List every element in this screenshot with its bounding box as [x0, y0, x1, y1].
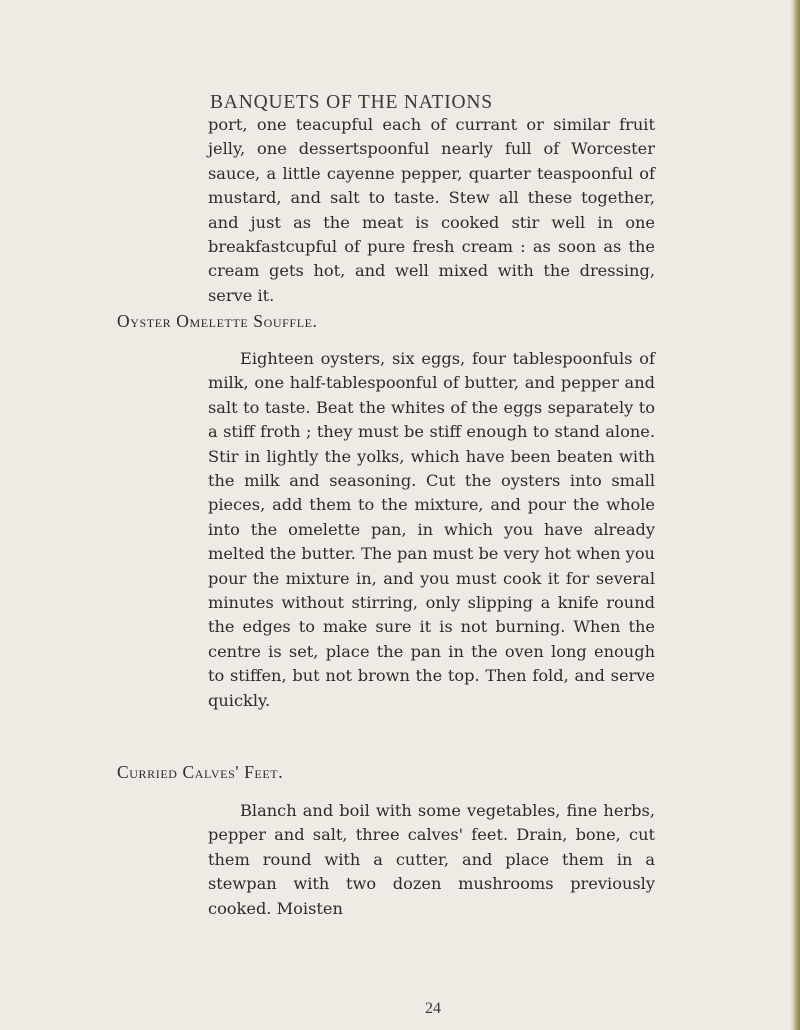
page-edge-shadow [790, 0, 800, 1030]
recipe-body-oyster-omelette: Eighteen oysters, six eggs, four tablespoonfuls of milk, one half-tablespoonful of butter, and pepper and salt to taste. Beat the whites of the eggs separately to a stiff froth ; they must be stiff enough to stand alone. Stir in lightly the yolks, which have been beaten with the milk and seasoning. Cut the oysters into small pieces, add them to the mixture, and pour the whole into the omelette pan, in which you have already melted the butter. The pan must be very hot when you pour the mixture in, and you must cook it for several minutes without stirring, only slipping a knife round the edges to make sure it is not burning. When the centre is set, place the pan in the oven long enough to stiffen, but not brown the top. Then fold, and serve quickly. [208, 349, 655, 710]
intro-paragraph: port, one teacupful each of currant or similar fruit jelly, one dessertspoonful nearly full of Worcester sauce, a little cayenne pepper, quarter teaspoonful of mustard, and salt to taste. Stew all these together, and just as the meat is cooked stir well in one breakfastcupful of pure fresh cream : as soon as the cream gets hot, and well mixed with the dressing, serve it. [208, 115, 655, 305]
recipe-body-oyster-omelette-block [208, 347, 655, 713]
intro-paragraph-block [208, 113, 655, 308]
page-number: 24 [425, 1000, 441, 1017]
recipe-heading-oyster-omelette: Oyster Omelette Souffle. [117, 311, 318, 331]
running-head: BANQUETS OF THE NATIONS [210, 92, 493, 113]
recipe-heading-curried-calves-feet: Curried Calves' Feet. [117, 762, 284, 782]
recipe-body-curried-calves-feet-block [208, 799, 655, 921]
recipe-body-curried-calves-feet: Blanch and boil with some vegetables, fine herbs, pepper and salt, three calves' feet. Drain, bone, cut them round with a cutter, and place them in a stewpan with two dozen mushrooms previously cooked. Moisten [208, 801, 655, 918]
